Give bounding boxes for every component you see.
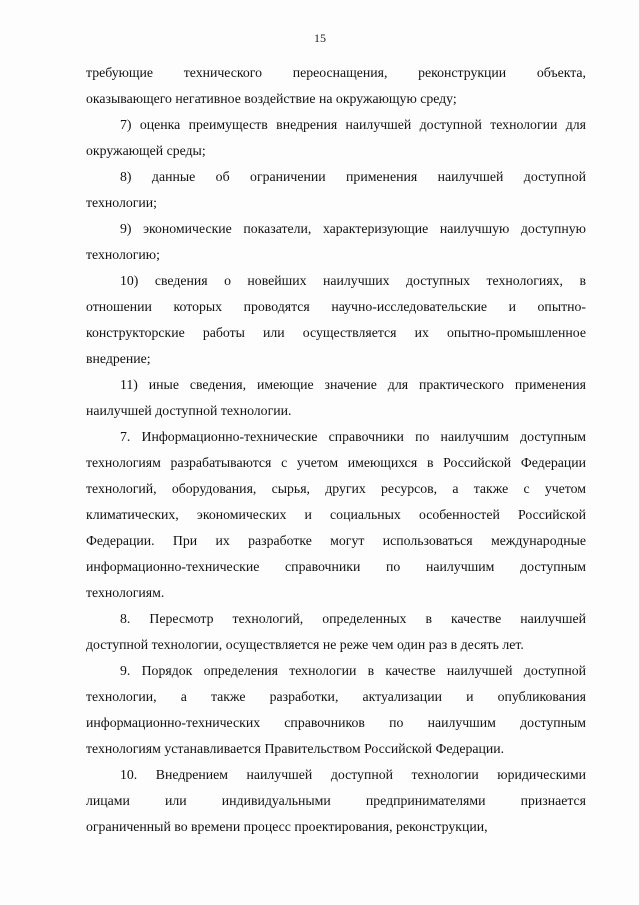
text-line: климатических, экономических и социальных особенностей Российской — [86, 507, 586, 522]
text-line: 10. Внедрением наилучшей доступной технологии юридическими — [120, 767, 586, 782]
text-line: отношении которых проводятся научно-исследовательские и опытно- — [86, 299, 586, 314]
paragraph — [86, 658, 586, 762]
text-line: технологии, а также разработки, актуализации и опубликования — [86, 689, 586, 704]
text-line: технологиям. — [86, 585, 165, 600]
text-line: 8) данные об ограничении применения наилучшей доступной — [120, 169, 586, 184]
text-line: технологию; — [86, 247, 160, 262]
text-line: доступной технологии, осуществляется не реже чем один раз в десять лет. — [86, 637, 524, 652]
document-body — [86, 60, 586, 840]
text-line: конструкторские работы или осуществляется их опытно-промышленное — [86, 325, 586, 340]
paragraph — [86, 606, 586, 658]
text-line: наилучшей доступной технологии. — [86, 403, 292, 418]
text-line: окружающей среды; — [86, 143, 206, 158]
text-line: технологиям устанавливается Правительством Российской Федерации. — [86, 741, 505, 756]
text-line: технологиям разрабатываются с учетом имеющихся в Российской Федерации — [86, 455, 586, 470]
text-line: 7) оценка преимуществ внедрения наилучшей доступной технологии для — [120, 117, 586, 132]
text-line: 8. Пересмотр технологий, определенных в качестве наилучшей — [120, 611, 586, 626]
text-line: информационно-технические справочники по наилучшим доступным — [86, 559, 586, 574]
paragraph — [86, 762, 586, 840]
text-line: 11) иные сведения, имеющие значение для практического применения — [120, 377, 586, 392]
text-line: информационно-технических справочников по наилучшим доступным — [86, 715, 586, 730]
text-line: 9) экономические показатели, характеризующие наилучшую доступную — [120, 221, 586, 236]
paragraph — [86, 112, 586, 164]
page-number: 15 — [314, 31, 326, 45]
paragraph — [86, 424, 586, 606]
paragraph — [86, 216, 586, 268]
paragraph — [86, 268, 586, 372]
text-line: ограниченный во времени процесс проектирования, реконструкции, — [86, 819, 488, 834]
text-line: 9. Порядок определения технологии в качестве наилучшей доступной — [120, 663, 586, 678]
text-line: технологий, оборудования, сырья, других ресурсов, а также с учетом — [86, 481, 586, 496]
paragraph — [86, 164, 586, 216]
paragraph — [86, 372, 586, 424]
text-line: Федерации. При их разработке могут использоваться международные — [86, 533, 586, 548]
text-line: оказывающего негативное воздействие на окружающую среду; — [86, 91, 457, 106]
text-line: требующие технического переоснащения, реконструкции объекта, — [86, 65, 586, 80]
text-line: лицами или индивидуальными предпринимателями признается — [86, 793, 586, 808]
paragraph — [86, 60, 586, 112]
text-line: 7. Информационно-технические справочники по наилучшим доступным — [120, 429, 586, 444]
text-line: внедрение; — [86, 351, 151, 366]
text-line: 10) сведения о новейших наилучших доступных технологиях, в — [120, 273, 586, 288]
text-line: технологии; — [86, 195, 158, 210]
